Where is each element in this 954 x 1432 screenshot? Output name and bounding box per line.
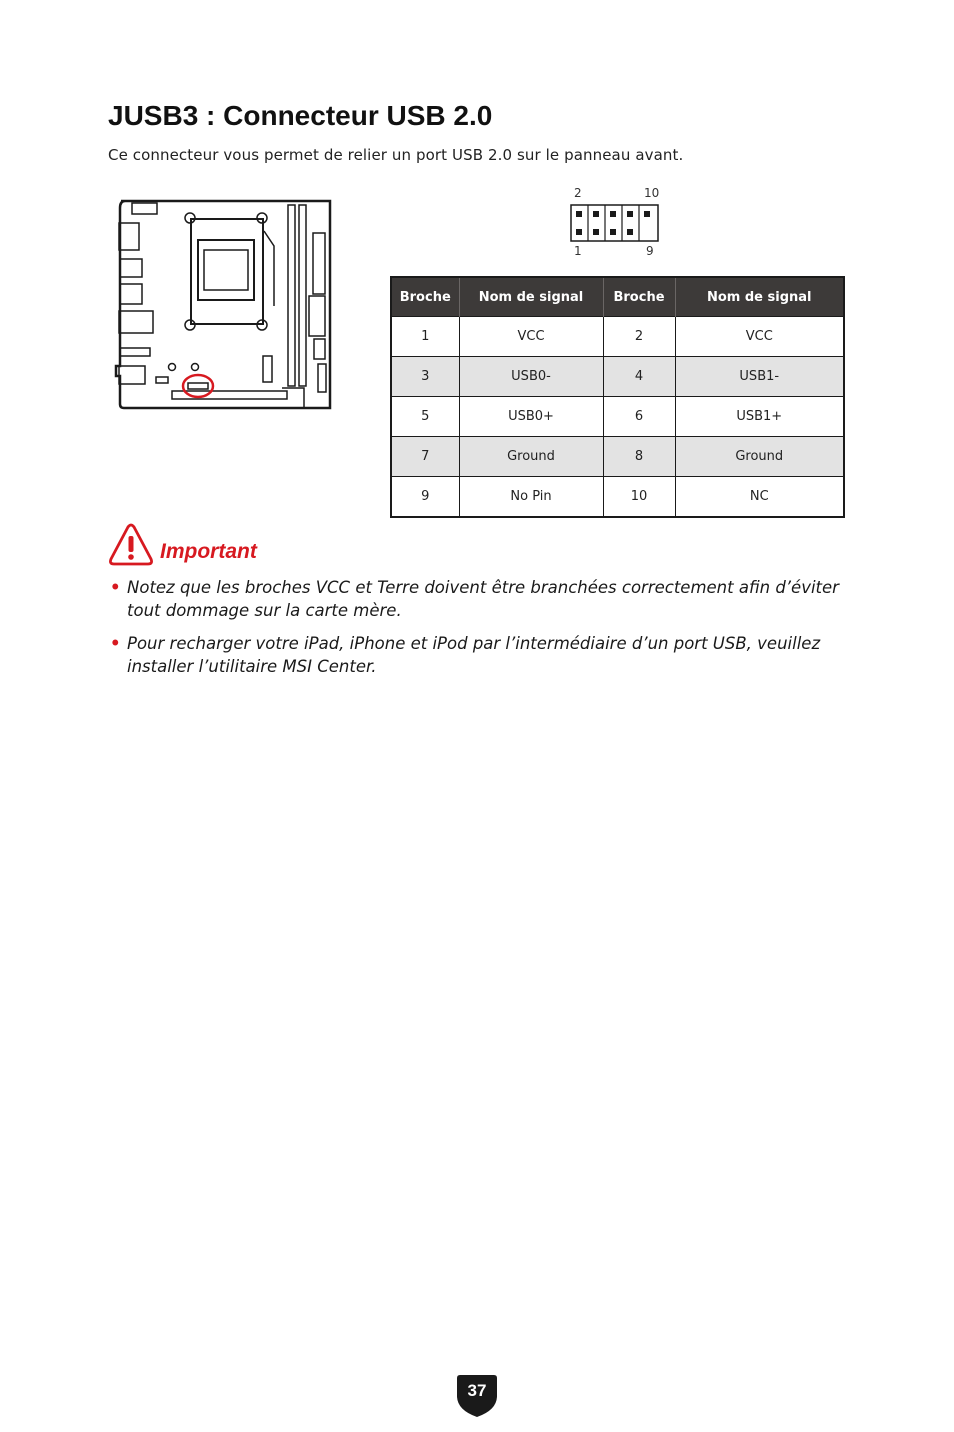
- table-cell: USB0+: [459, 397, 603, 437]
- bullet-marker: •: [110, 634, 121, 653]
- table-cell: 7: [391, 437, 459, 477]
- table-cell: 9: [391, 477, 459, 518]
- header-broche-2: Broche: [603, 277, 675, 317]
- table-cell: VCC: [675, 317, 844, 357]
- pin-label-top-right: 10: [644, 186, 660, 200]
- header-signal-1: Nom de signal: [459, 277, 603, 317]
- table-cell: 6: [603, 397, 675, 437]
- table-row: [391, 317, 844, 357]
- table-cell: NC: [675, 477, 844, 518]
- important-notes-list: [108, 576, 856, 688]
- page-title: JUSB3 : Connecteur USB 2.0: [108, 100, 493, 131]
- table-cell: 1: [391, 317, 459, 357]
- note-text: Notez que les broches VCC et Terre doivent être branchées correctement afin d’éviter tout dommage sur la carte mère.: [127, 578, 839, 620]
- pin-signal-table: [390, 276, 845, 518]
- table-cell: 2: [603, 317, 675, 357]
- table-cell: 4: [603, 357, 675, 397]
- table-cell: USB1+: [675, 397, 844, 437]
- pin-header-diagram: [560, 182, 670, 262]
- motherboard-diagram: [112, 196, 337, 416]
- list-item: [108, 632, 856, 678]
- table-row: [391, 397, 844, 437]
- important-heading: Important: [160, 540, 257, 563]
- bullet-marker: •: [110, 578, 121, 597]
- pin-label-bottom-left: 1: [574, 244, 582, 258]
- table-header-row: [391, 277, 844, 317]
- pin-label-top-left: 2: [574, 186, 582, 200]
- page-number: 37: [467, 1381, 487, 1400]
- table-cell: 8: [603, 437, 675, 477]
- table-row: [391, 437, 844, 477]
- table-cell: VCC: [459, 317, 603, 357]
- table-row: [391, 477, 844, 518]
- intro-text: Ce connecteur vous permet de relier un port USB 2.0 sur le panneau avant.: [108, 146, 684, 164]
- header-signal-2: Nom de signal: [675, 277, 844, 317]
- table-cell: No Pin: [459, 477, 603, 518]
- table-cell: 10: [603, 477, 675, 518]
- table-cell: Ground: [675, 437, 844, 477]
- list-item: [108, 576, 856, 622]
- table-cell: 5: [391, 397, 459, 437]
- pin-header-icon: [570, 204, 662, 242]
- pin-label-bottom-right: 9: [646, 244, 654, 258]
- table-row: [391, 357, 844, 397]
- note-text: Pour recharger votre iPad, iPhone et iPod par l’intermédiaire d’un port USB, veuillez installer l’utilitaire MSI Center.: [127, 634, 821, 676]
- table-cell: Ground: [459, 437, 603, 477]
- header-broche-1: Broche: [391, 277, 459, 317]
- warning-triangle-icon: [108, 523, 154, 567]
- table-cell: 3: [391, 357, 459, 397]
- table-cell: USB0-: [459, 357, 603, 397]
- table-cell: USB1-: [675, 357, 844, 397]
